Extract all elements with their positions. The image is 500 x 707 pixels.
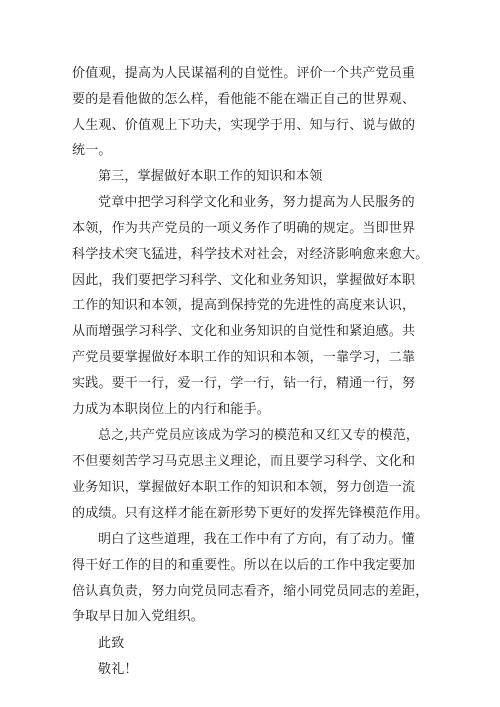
paragraph-line: 统一。 [72,143,112,158]
paragraph-line: 工作的知识和本领，提高到保持党的先进性的高度来认识， [72,298,416,313]
section-heading: 第三，掌握做好本职工作的知识和本领 [98,169,323,184]
paragraph-line: 力成为本职岗位上的内行和能手。 [72,402,271,417]
closing-salutation: 此致 [98,636,125,651]
paragraph-line: 人生观、价值观上下功夫，实现学于用、知与行、说与做的 [72,118,416,133]
paragraph-line: 得干好工作的目的和重要性。所以在以后的工作中我定要加 [72,558,416,573]
paragraph-line: 总之,共产党员应该成为学习的模范和又红又专的模范， [98,428,420,443]
paragraph-line: 因此，我们要把学习科学、文化和业务知识，掌握做好本职 [72,273,416,288]
paragraph-line: 业务知识，掌握做好本职工作的知识和本领，努力创造一流 [72,480,416,495]
paragraph-line: 本领，作为共产党员的一项义务作了明确的规定。当即世界 [72,221,416,236]
paragraph-line: 价值观，提高为人民谋福利的自觉性。评价一个共产党员重 [72,66,416,81]
paragraph-line: 争取早日加入党组织。 [72,609,205,624]
paragraph-line: 实践。要干一行，爱一行，学一行，钻一行，精通一行，努 [72,376,416,391]
paragraph-line: 倍认真负责，努力向党员同志看齐，缩小同党员同志的差距， [72,584,429,599]
paragraph-line: 从而增强学习科学、文化和业务知识的自觉性和紧迫感。共 [72,324,416,339]
paragraph-line: 要的是看他做的怎么样，看他能不能在端正自己的世界观、 [72,92,416,107]
paragraph-line: 的成绩。只有这样才能在新形势下更好的发挥先锋模范作用。 [72,506,429,521]
closing-regards: 敬礼！ [98,662,138,677]
paragraph-line: 不但要刻苦学习马克思主义理论，而且要学习科学、文化和 [72,454,416,469]
paragraph-line: 党章中把学习科学文化和业务，努力提高为人民服务的 [98,195,415,210]
paragraph-line: 明白了这些道理，我在工作中有了方向，有了动力。懂 [98,532,415,547]
paragraph-line: 产党员要掌握做好本职工作的知识和本领，一靠学习，二靠 [72,350,416,365]
paragraph-line: 科学技术突飞猛进，科学技术对社会，对经济影响愈来愈大。 [72,247,429,262]
